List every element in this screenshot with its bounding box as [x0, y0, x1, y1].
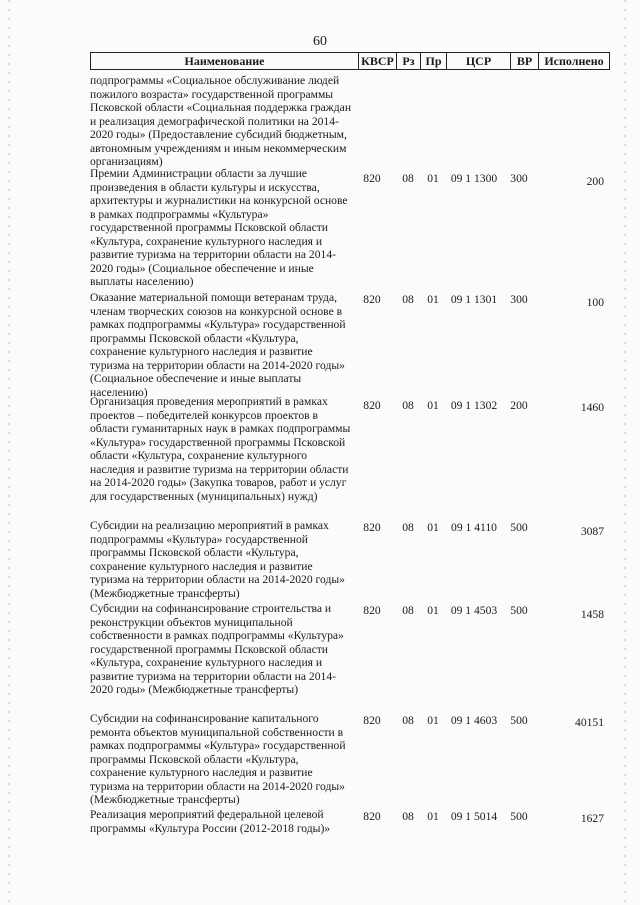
- scan-edge-marks: [624, 0, 626, 905]
- row-pr: 01: [427, 521, 439, 534]
- row-pr: 01: [427, 714, 439, 727]
- row-pr: 01: [427, 810, 439, 823]
- row-ispolneno: 1627: [580, 812, 604, 825]
- row-rz: 08: [402, 714, 414, 727]
- row-rz: 08: [402, 521, 414, 534]
- header-csr: ЦСР: [446, 52, 510, 70]
- header-rz: Рз: [396, 52, 420, 70]
- row-vr: 200: [510, 399, 528, 412]
- row-name: Премии Администрации области за лучшие произведения в области культуры и искусства, архитектуры и журналистики на конкурсной основе в рамках подпрограммы «Культура» государственной программы Псковской области «Культура, сохранение культурного наследия и развитие туризма на территории области на 2014-2020 годы» (Социальное обеспечение и иные выплаты населению): [90, 167, 348, 288]
- row-ispolneno: 1460: [580, 401, 604, 414]
- row-name: Организация проведения мероприятий в рамках проектов – победителей конкурсов проектов в области гуманитарных наук в рамках подпрограммы «Культура» государственной программы Псковской области «Культура, сохранение культурного наследия и развитие туризма на территории области на 2014-2020 годы» (Закупка товаров, работ и услуг для государственных (муниципальных) нужд): [90, 395, 351, 503]
- row-rz: 08: [402, 604, 414, 617]
- row-vr: 500: [510, 714, 528, 727]
- row-csr: 09 1 4503: [450, 604, 498, 617]
- row-vr: 300: [510, 172, 528, 185]
- row-pr: 01: [427, 293, 439, 306]
- row-csr: 09 1 1302: [450, 399, 498, 412]
- row-kvsr: 820: [363, 810, 381, 823]
- row-vr: 500: [510, 810, 528, 823]
- row-ispolneno: 3087: [580, 525, 604, 538]
- row-vr: 500: [510, 521, 528, 534]
- header-name: Наименование: [90, 52, 358, 70]
- row-kvsr: 820: [363, 714, 381, 727]
- row-name: Реализация мероприятий федеральной целевой программы «Культура России (2012-2018 годы)»: [90, 808, 331, 835]
- row-csr: 09 1 4603: [450, 714, 498, 727]
- row-csr: 09 1 5014: [450, 810, 498, 823]
- row-vr: 500: [510, 604, 528, 617]
- continuation-text: подпрограммы «Социальное обслуживание людей пожилого возраста» государственной программы Псковской области «Социальная поддержка граждан и реализация демографической политики на 2014-2020 годы» (Предоставление субсидий бюджетным, автономным учреждениям и иным некоммерческим организациям): [90, 74, 352, 168]
- row-ispolneno: 1458: [580, 608, 604, 621]
- row-rz: 08: [402, 810, 414, 823]
- row-name: Оказание материальной помощи ветеранам труда, членам творческих союзов на конкурсной основе в рамках подпрограммы «Культура» государственной программы Псковской области «Культура, сохранение культурного наследия и развитие туризма на территории области на 2014-2020 годы» (Социальное обеспечение и иные выплаты населению): [90, 291, 346, 399]
- row-kvsr: 820: [363, 399, 381, 412]
- header-pr: Пр: [420, 52, 446, 70]
- row-vr: 300: [510, 293, 528, 306]
- row-ispolneno: 40151: [575, 716, 604, 729]
- header-vr: ВР: [510, 52, 538, 70]
- row-name: Субсидии на софинансирование капитального ремонта объектов муниципальной собственности в рамках подпрограммы «Культура» государственной программы Псковской области «Культура, сохранение культурного наследия и развитие туризма на территории области на 2014-2020 годы» (Межбюджетные трансферты): [90, 712, 346, 806]
- row-pr: 01: [427, 399, 439, 412]
- row-kvsr: 820: [363, 293, 381, 306]
- row-pr: 01: [427, 604, 439, 617]
- row-rz: 08: [402, 399, 414, 412]
- row-csr: 09 1 1300: [450, 172, 498, 185]
- row-name: Субсидии на реализацию мероприятий в рамках подпрограммы «Культура» государственной программы Псковской области «Культура, сохранение культурного наследия и развитие туризма на территории области на 2014-2020 годы» (Межбюджетные трансферты): [90, 519, 345, 600]
- page-number: 60: [313, 34, 327, 49]
- row-rz: 08: [402, 293, 414, 306]
- row-kvsr: 820: [363, 521, 381, 534]
- row-ispolneno: 100: [586, 296, 604, 309]
- header-ispolneno: Исполнено: [538, 52, 610, 70]
- row-csr: 09 1 1301: [450, 293, 498, 306]
- header-kvsr: КВСР: [358, 52, 396, 70]
- row-kvsr: 820: [363, 172, 381, 185]
- row-kvsr: 820: [363, 604, 381, 617]
- row-ispolneno: 200: [586, 175, 604, 188]
- row-name: Субсидии на софинансирование строительства и реконструкции объектов муниципальной собственности в рамках подпрограммы «Культура» государственной программы Псковской области «Культура, сохранение культурного наследия и развитие туризма на территории области на 2014-2020 годы» (Межбюджетные трансферты): [90, 602, 344, 696]
- row-csr: 09 1 4110: [451, 521, 497, 534]
- row-rz: 08: [402, 172, 414, 185]
- row-pr: 01: [427, 172, 439, 185]
- scan-edge-marks: [8, 0, 10, 905]
